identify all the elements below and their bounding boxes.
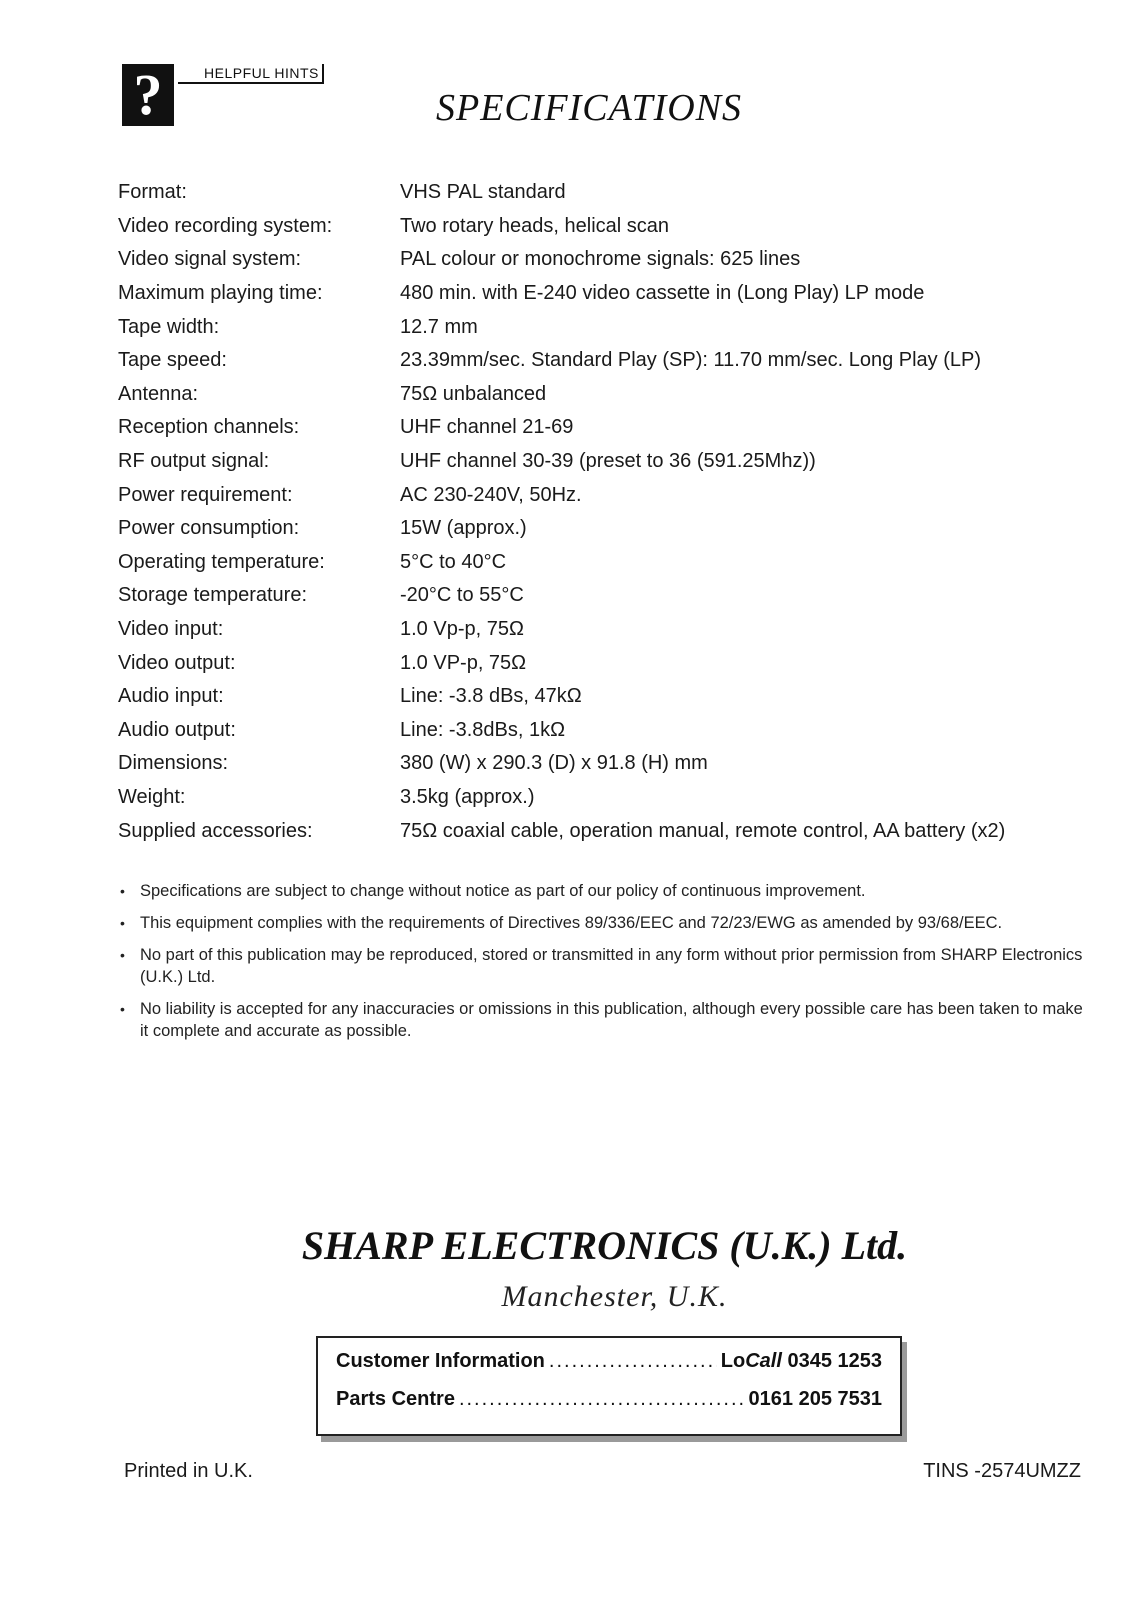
contact-row-customer-information	[336, 1350, 882, 1388]
spec-value: VHS PAL standard	[400, 181, 566, 204]
spec-value: 12.7 mm	[400, 315, 478, 338]
helpful-hints-label: HELPFUL HINTS	[178, 64, 324, 84]
spec-value: Line: -3.8 dBs, 47kΩ	[400, 685, 582, 708]
contact-value: 0161 205 7531	[748, 1388, 882, 1410]
spec-row	[118, 613, 1098, 647]
contact-label: Customer Information	[336, 1350, 545, 1372]
spec-label: Video input:	[118, 618, 224, 641]
printed-in-label: Printed in U.K.	[124, 1460, 253, 1482]
spec-row	[118, 646, 1098, 680]
spec-value: 75Ω unbalanced	[400, 382, 547, 405]
spec-value: 1.0 Vp-p, 75Ω	[400, 618, 524, 641]
spec-row	[118, 277, 1098, 311]
spec-row	[118, 546, 1098, 580]
spec-row	[118, 680, 1098, 714]
spec-label: Power consumption:	[118, 517, 300, 540]
spec-label: Weight:	[118, 785, 186, 808]
spec-label: Video recording system:	[118, 214, 333, 237]
spec-label: Maximum playing time:	[118, 282, 323, 305]
spec-label: Audio input:	[118, 685, 224, 708]
spec-row	[118, 781, 1098, 815]
spec-row	[118, 243, 1098, 277]
company-city: Manchester, U.K.	[501, 1280, 728, 1313]
spec-value: 1.0 VP-p, 75Ω	[400, 651, 527, 674]
spec-label: Antenna:	[118, 382, 199, 405]
spec-label: Reception channels:	[118, 416, 300, 439]
spec-row	[118, 210, 1098, 244]
contact-label: Parts Centre	[336, 1388, 455, 1410]
spec-label: Video output:	[118, 651, 236, 674]
spec-label: RF output signal:	[118, 450, 270, 473]
spec-label: Supplied accessories:	[118, 819, 313, 842]
note-item: • This equipment complies with the requirements of Directives 89/336/EEC and 72/23/EWG as amended by 93/68/EEC.	[118, 912, 1093, 934]
spec-label: Operating temperature:	[118, 550, 325, 573]
spec-value: 5°C to 40°C	[400, 550, 507, 573]
spec-value: 380 (W) x 290.3 (D) x 91.8 (H) mm	[400, 752, 708, 775]
contact-box	[316, 1336, 902, 1436]
spec-row	[118, 714, 1098, 748]
spec-value: 3.5kg (approx.)	[400, 785, 535, 808]
spec-row	[118, 814, 1098, 848]
spec-row	[118, 344, 1098, 378]
spec-label: Tape width:	[118, 315, 220, 338]
spec-label: Storage temperature:	[118, 584, 307, 607]
document-code: TINS -2574UMZZ	[923, 1460, 1081, 1482]
specifications-table	[118, 176, 1098, 848]
note-item: • No liability is accepted for any inaccuracies or omissions in this publication, although every possible care has been taken to make it complete and accurate as possible.	[118, 998, 1093, 1042]
spec-label: Dimensions:	[118, 752, 229, 775]
helpful-hints-question-icon: ?	[122, 64, 174, 126]
spec-value: -20°C to 55°C	[400, 584, 524, 607]
spec-value: AC 230-240V, 50Hz.	[400, 483, 582, 506]
spec-value: UHF channel 30-39 (preset to 36 (591.25Mhz))	[400, 450, 816, 473]
spec-row	[118, 411, 1098, 445]
spec-value: PAL colour or monochrome signals: 625 lines	[400, 248, 801, 271]
spec-row	[118, 747, 1098, 781]
spec-value: 15W (approx.)	[400, 517, 527, 540]
spec-value: Line: -3.8dBs, 1kΩ	[400, 718, 566, 741]
page-title: SPECIFICATIONS	[436, 87, 743, 129]
spec-value: Two rotary heads, helical scan	[400, 214, 670, 237]
contact-row-parts-centre	[336, 1388, 882, 1426]
spec-row	[118, 512, 1098, 546]
spec-row	[118, 310, 1098, 344]
company-name: SHARP ELECTRONICS (U.K.) Ltd.	[301, 1223, 908, 1268]
spec-value: 75Ω coaxial cable, operation manual, remote control, AA battery (x2)	[400, 819, 1006, 842]
spec-row	[118, 176, 1098, 210]
spec-label: Tape speed:	[118, 349, 227, 372]
note-item: • No part of this publication may be reproduced, stored or transmitted in any form without prior permission from SHARP Electronics (U.K.) Ltd.	[118, 944, 1093, 988]
spec-label: Video signal system:	[118, 248, 302, 271]
spec-row	[118, 378, 1098, 412]
note-item: • Specifications are subject to change without notice as part of our policy of continuous improvement.	[118, 880, 1093, 902]
spec-row	[118, 478, 1098, 512]
spec-label: Power requirement:	[118, 483, 293, 506]
spec-value: 480 min. with E-240 video cassette in (Long Play) LP mode	[400, 282, 925, 305]
spec-label: Audio output:	[118, 718, 236, 741]
notes-list	[118, 880, 1093, 1052]
spec-value: 23.39mm/sec. Standard Play (SP): 11.70 mm/sec. Long Play (LP)	[400, 349, 981, 372]
contact-value: LoCall 0345 1253	[720, 1350, 882, 1372]
spec-value: UHF channel 21-69	[400, 416, 574, 439]
dot-leader	[459, 1388, 745, 1411]
spec-row	[118, 445, 1098, 479]
spec-row	[118, 579, 1098, 613]
dot-leader	[549, 1350, 717, 1373]
spec-label: Format:	[118, 181, 187, 204]
